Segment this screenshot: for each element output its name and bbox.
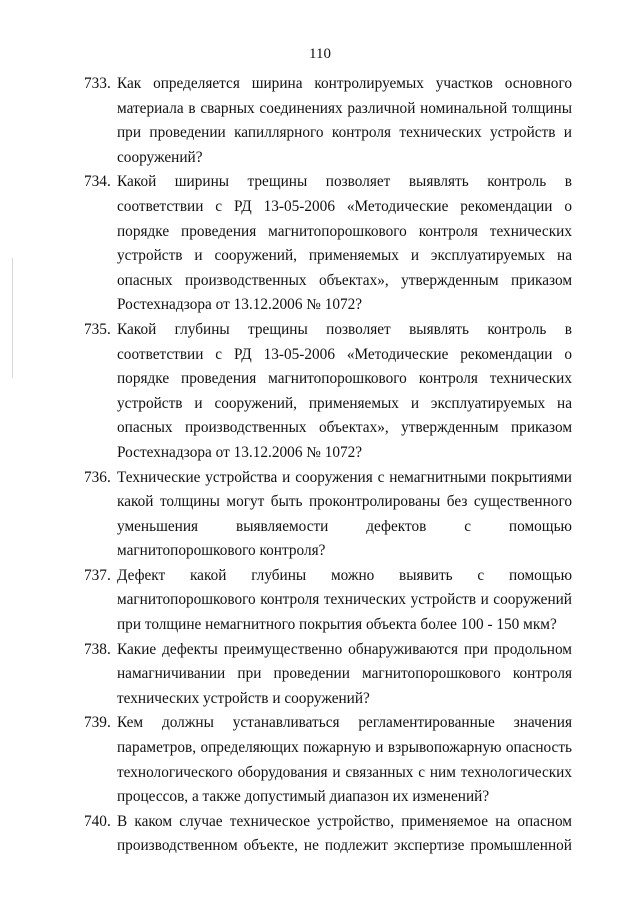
question-text: В каком случае техническое устройство, применяемое на опасном производственном объекте, не подлежит экспертизе промышленной — [117, 812, 572, 855]
question-number: 736. — [84, 468, 111, 486]
question-text: Как определяется ширина контролируемых участков основного материала в сварных соединениях различной номинальной толщины при проведении капиллярного контроля технических устройств и сооружений? — [117, 75, 572, 166]
question-number: 740. — [84, 812, 111, 830]
question-item-736 — [84, 466, 572, 564]
question-text: Кем должны устанавливаться регламентированные значения параметров, определяющих пожарную и взрывопожарную опасность технологического оборудования и связанных с ним технологических процессов, а также допустимый диапазон их изменений? — [117, 714, 572, 806]
question-item-737 — [84, 564, 572, 638]
question-list — [84, 72, 572, 859]
question-number: 737. — [84, 566, 111, 584]
scan-edge-mark — [12, 258, 13, 378]
question-item-740 — [84, 810, 572, 859]
question-number: 739. — [84, 714, 111, 732]
question-text: Технические устройства и сооружения с немагнитными покрытиями какой толщины могут быть проконтролированы без существенного уменьшения выявляемости дефектов с помощью магнитопорошкового контроля? — [117, 468, 572, 560]
question-item-733 — [84, 72, 572, 170]
question-number: 738. — [84, 640, 111, 658]
question-item-735 — [84, 318, 572, 466]
question-number: 733. — [84, 75, 111, 92]
question-text: Дефект какой глубины можно выявить с помощью магнитопорошкового контроля технических устройств и сооружений при толщине немагнитного покрытия объекта более 100 - 150 мкм? — [117, 566, 572, 634]
question-item-739 — [84, 711, 572, 809]
question-text: Какой ширины трещины позволяет выявлять контроль в соответствии с РД 13-05-2006 «Методические рекомендации о порядке проведения магнитопорошкового контроля технических устройств и сооружений, применяемых и эксплуатируемых на опасных производственных объектах», утвержденным приказом Ростехнадзора от 13.12.2006 № 1072? — [117, 173, 572, 314]
question-item-734 — [84, 170, 572, 318]
page-number: 110 — [309, 46, 331, 62]
question-item-738 — [84, 638, 572, 712]
question-text: Какие дефекты преимущественно обнаруживаются при продольном намагничивании при проведении магнитопорошкового контроля технических устройств и сооружений? — [117, 640, 572, 707]
question-number: 734. — [84, 173, 111, 191]
question-text: Какой глубины трещины позволяет выявлять контроль в соответствии с РД 13-05-2006 «Методические рекомендации о порядке проведения магнитопорошкового контроля технических устройств и сооружений, применяемых и эксплуатируемых на опасных производственных объектах», утвержденным приказом Ростехнадзора от 13.12.2006 № 1072? — [117, 320, 572, 461]
question-number: 735. — [84, 320, 111, 338]
